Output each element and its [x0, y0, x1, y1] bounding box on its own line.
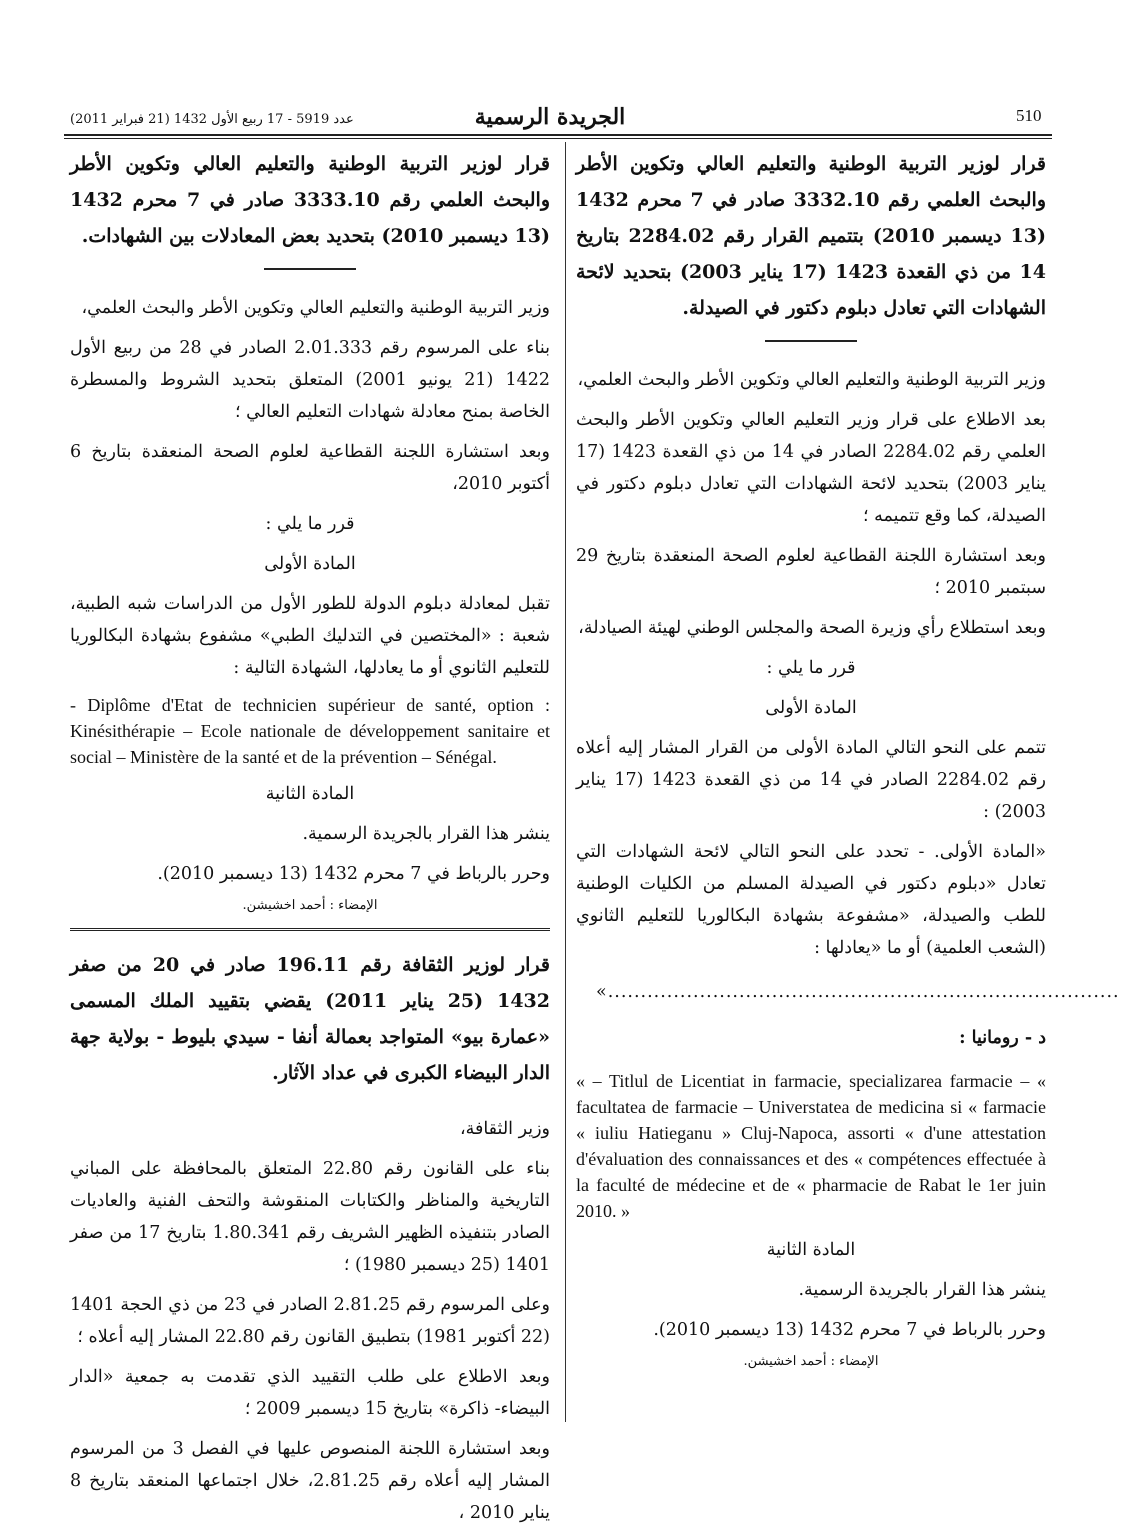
page-number: 510 [1016, 106, 1042, 125]
culture-considerant-3: وبعد الاطلاع على طلب التقييد الذي تقدمت به جمعية «الدار البيضاء- ذاكرة» بتاريخ 15 ديسمبر 2009 ؛ [70, 1367, 550, 1419]
journal-title: الجريدة الرسمية [474, 104, 626, 130]
considerant-1: بناء على المرسوم رقم 2.01.333 الصادر في 28 من ربيع الأول 1422 (21 يونيو 2001) المتعلق بتحديد الشروط والمسطرة الخاصة بمنح معادلة شهادات التعليم العالي ؛ [70, 338, 550, 422]
decides-line: قرر ما يلي : [766, 658, 856, 678]
article-1-heading: المادة الأولى [264, 554, 356, 574]
minister-line: وزير التربية الوطنية والتعليم العالي وتكوين الأطر والبحث العلمي، [81, 298, 550, 318]
section-separator [70, 928, 550, 931]
done-at: وحرر بالرباط في 7 محرم 1432 (13 ديسمبر 2010). [157, 864, 550, 884]
right-column [576, 146, 1120, 1372]
minister-line: وزير التربية الوطنية والتعليم العالي وتكوين الأطر والبحث العلمي، [577, 370, 1046, 390]
article-1-quote: «المادة الأولى. - تحدد على النحو التالي لائحة الشهادات التي تعادل «دبلوم دكتور في الصيدلة المسلم من الكليات الوطنية للطب والصيدلة، «مشفوعة بشهادة البكالوريا للتعليم الثانوي (الشعب العلمية) أو ما «يعادلها : [576, 842, 1046, 958]
article-2-text: ينشر هذا القرار بالجريدة الرسمية. [302, 824, 550, 844]
column-separator [565, 142, 566, 1422]
signature: الإمضاء : أحمد اخشيشن. [242, 898, 378, 913]
left-column [70, 146, 550, 1537]
culture-considerant-1: بناء على القانون رقم 22.80 المتعلق بالمحافظة على المباني التاريخية والمناظر والكتابات المنقوشة والتحف الفنية والعاديات الصادر بتنفيذه الظهير الشريف رقم 1.80.341 بتاريخ 17 من صفر 1401 (25 ديسمبر 1980) ؛ [70, 1159, 551, 1275]
article-2-heading: المادة الثانية [265, 784, 355, 804]
article-1-text: تقبل لمعادلة دبلوم الدولة للطور الأول من الدراسات شبه الطبية، شعبة : «المختصين في التدليك الطبي» مشفوع بشهادة البكالوريا للتعليم الثانوي أو ما يعادلها، الشهادة التالية : [70, 594, 550, 678]
article-2-text: ينشر هذا القرار بالجريدة الرسمية. [798, 1280, 1046, 1300]
title-divider [264, 268, 356, 270]
signature: الإمضاء : أحمد اخشيشن. [743, 1354, 879, 1369]
considerant-2: وبعد استشارة اللجنة القطاعية لعلوم الصحة المنعقدة بتاريخ 29 سبتمبر 2010 ؛ [576, 546, 1046, 598]
article-1-heading: المادة الأولى [765, 698, 857, 718]
title-divider [765, 340, 857, 342]
culture-considerant-4: وبعد استشارة اللجنة المنصوص عليها في الفصل 3 من المرسوم المشار إليه أعلاه رقم 2.81.25، خلال اجتماعها المنعقد بتاريخ 8 يناير 2010 ، [70, 1439, 551, 1523]
article-2-heading: المادة الثانية [766, 1240, 856, 1260]
culture-considerant-2: وعلى المرسوم رقم 2.81.25 الصادر في 23 من ذي الحجة 1401 (22 أكتوبر 1981) بتطبيق القانون رقم 22.80 المشار إليه أعلاه ؛ [70, 1295, 550, 1347]
done-at: وحرر بالرباط في 7 محرم 1432 (13 ديسمبر 2010). [653, 1320, 1046, 1340]
decree-title-3332: قرار لوزير التربية الوطنية والتعليم العالي وتكوين الأطر والبحث العلمي رقم 3332.10 صادر في 7 محرم 1432 (13 ديسمبر 2010) بتتميم القرار رقم 2284.02 بتاريخ 14 من ذي القعدة 1423 (17 يناير 2003) بتحديد لائحة الشهادات التي تعادل دبلوم دكتور في الصيدلة. [576, 153, 1046, 319]
issue-info: عدد 5919 - 17 ربيع الأول 1432 (21 فبراير 2011) [70, 112, 354, 127]
senegal-diploma: - Diplôme d'Etat de technicien supérieur de santé, option : Kinésithérapie – Ecole nationale de développement sanitaire et social – Ministère de la santé et de la prévention – Sénégal. [70, 695, 550, 767]
decree-title-3333: قرار لوزير التربية الوطنية والتعليم العالي وتكوين الأطر والبحث العلمي رقم 3333.10 صادر في 7 محرم 1432 (13 ديسمبر 2010) بتحديد بعض المعادلات بين الشهادات. [70, 153, 550, 247]
ellipsis-line: «.............................................................................. [596, 982, 1120, 1002]
romania-heading: د - رومانيا : [959, 1028, 1046, 1048]
header-rule-thin [64, 138, 1052, 139]
article-1-text: تتمم على النحو التالي المادة الأولى من القرار المشار إليه أعلاه رقم 2284.02 الصادر في 14 من ذي القعدة 1423 (17 يناير 2003) : [576, 738, 1047, 822]
considerant-2: وبعد استشارة اللجنة القطاعية لعلوم الصحة المنعقدة بتاريخ 6 أكتوبر 2010، [70, 442, 550, 494]
decides-line: قرر ما يلي : [265, 514, 355, 534]
header-rule [64, 134, 1052, 136]
decree-title-196: قرار لوزير الثقافة رقم 196.11 صادر في 20 من صفر 1432 (25 يناير 2011) يقضي بتقييد الملك المسمى «عمارة بيو» المتواجد بعمالة أنفا - سيدي بليوط - بولاية جهة الدار البيضاء الكبرى في عداد الآثار. [70, 954, 550, 1084]
romania-diploma: « – Titlul de Licentiat in farmacie, specializarea farmacie – « facultatea de farmacie – Universtatea de medicina si « farmacie « iuliu Hatieganu » Cluj-Napoca, assorti « d'une attestation d'évaluation des connaissances et des « compétences effectuée à la faculté de médecine et de « pharmacie de Rabat le 1er juin 2010. » [576, 1071, 1046, 1221]
culture-minister-line: وزير الثقافة، [459, 1119, 550, 1139]
considerant-1: بعد الاطلاع على قرار وزير التعليم العالي وتكوين الأطر والبحث العلمي رقم 2284.02 الصادر في 14 من ذي القعدة 1423 (17 يناير 2003) بتحديد لائحة الشهادات التي تعادل دبلوم دكتور في الصيدلة، كما وقع تتميمه ؛ [576, 410, 1047, 526]
spacer [70, 1091, 550, 1113]
considerant-3: وبعد استطلاع رأي وزيرة الصحة والمجلس الوطني لهيئة الصيادلة، [578, 618, 1046, 638]
